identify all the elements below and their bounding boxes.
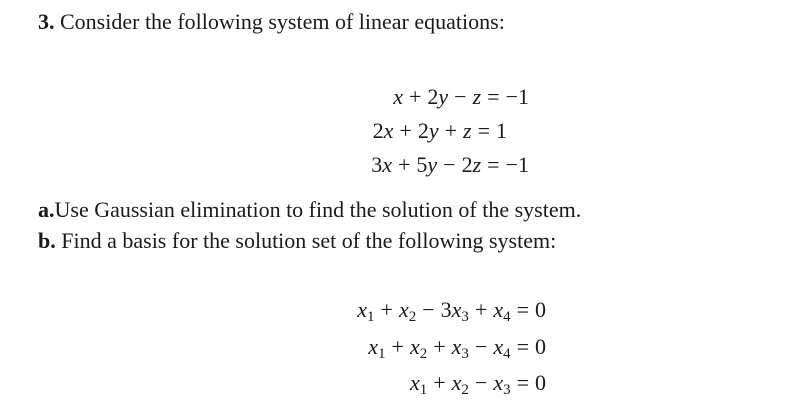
part-b	[38, 228, 556, 254]
equation-1-2: 2x + 2y + z = 1	[372, 118, 507, 143]
equation-2-2: $x_1 + x_2 + x_3 - x_4 = 0$	[368, 334, 546, 362]
equation-2-3: $x_1 + x_2 - x_3 = 0$	[409, 370, 546, 398]
part-a-text: Use Gaussian elimination to find the solution of the system.	[54, 197, 582, 222]
equation-1-1: x + 2y − z = −1	[393, 84, 529, 109]
part-b-text: Find a basis for the solution set of the following system:	[61, 228, 557, 253]
part-a	[38, 197, 581, 223]
part-a-label: a.	[38, 197, 55, 222]
equation-2-1: $x_1 + x_2 - 3x_3 + x_4 = 0$	[357, 297, 546, 325]
equation-1-3: 3x + 5y − 2z = −1	[371, 152, 529, 177]
problem-header	[38, 9, 505, 35]
problem-number: 3.	[38, 9, 55, 34]
part-b-label: b.	[38, 228, 56, 253]
problem-intro: Consider the following system of linear equations:	[60, 9, 505, 34]
